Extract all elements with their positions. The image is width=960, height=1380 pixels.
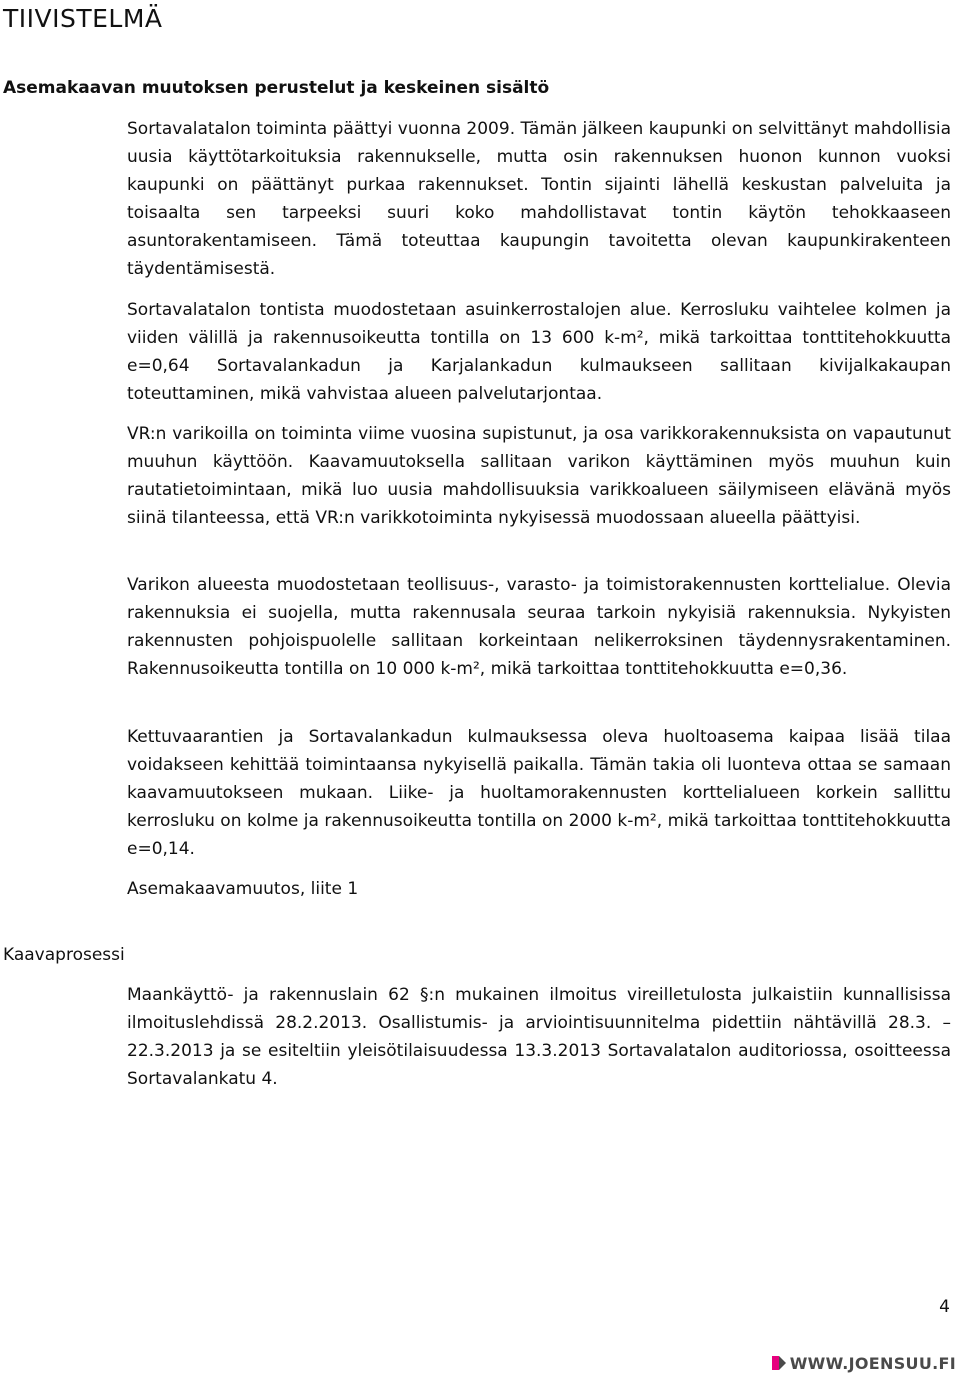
paragraph-asuinkerrostalojen-alue: Sortavalatalon tontista muodostetaan asuinkerrostalojen alue. Kerrosluku vaihtelee kolmen ja viiden välillä ja rakennusoikeutta tontilla on 13 600 k-m², mikä tarkoittaa tonttitehokkuutta e=0,64 Sortavalankadun ja Karjalankadun kulmaukseen sallitaan kivijalkakaupan toteuttaminen, mikä vahvistaa alueen palvelutarjontaa. <box>127 300 951 404</box>
page-number: 4 <box>939 1297 950 1317</box>
joensuu-logo-icon <box>772 1356 786 1370</box>
document-title: TIIVISTELMÄ <box>3 4 163 33</box>
attachment-reference: Asemakaavamuutos, liite 1 <box>127 879 359 899</box>
footer-website[interactable] <box>772 1351 956 1375</box>
side-label-kaavaprosessi: Kaavaprosessi <box>3 945 125 965</box>
section-heading: Asemakaavan muutoksen perustelut ja keskeinen sisältö <box>3 78 550 98</box>
paragraph-kaavaprosessi: Maankäyttö- ja rakennuslain 62 §:n mukainen ilmoitus vireilletulosta julkaistiin kunnallisissa ilmoituslehdissä 28.2.2013. Osallistumis- ja arviointisuunnitelma pidettiin nähtävillä 28.3. – 22.3.2013 ja se esiteltiin yleisötilaisuudessa 13.3.2013 Sortavalatalon auditoriossa, osoitteessa Sortavalankatu 4. <box>127 985 951 1089</box>
paragraph-huoltoasema: Kettuvaarantien ja Sortavalankadun kulmauksessa oleva huoltoasema kaipaa lisää tilaa voidakseen kehittää toimintaansa nykyisellä paikalla. Tämän takia oli luonteva ottaa se samaan kaavamuutokseen mukaan. Liike- ja huoltamorakennusten korttelialueen korkein sallittu kerrosluku on kolme ja rakennusoikeutta tontilla on 2000 k-m², mikä tarkoittaa tonttitehokkuutta e=0,14. <box>127 727 951 859</box>
paragraph-varikon-alue: Varikon alueesta muodostetaan teollisuus-, varasto- ja toimistorakennusten korttelialue. Olevia rakennuksia ei suojella, mutta rakennusala seuraa tarkoin nykyisiä rakennuksia. Nykyisten rakennusten pohjoispuolelle sallitaan korkeintaan nelikerroksinen täydennysrakentaminen. Rakennusoikeutta tontilla on 10 000 k-m², mikä tarkoittaa tonttitehokkuutta e=0,36. <box>127 575 951 679</box>
paragraph-vr-varikot: VR:n varikoilla on toiminta viime vuosina supistunut, ja osa varikkorakennuksista on vapautunut muuhun käyttöön. Kaavamuutoksella sallitaan varikon käyttäminen myös muuhun kuin rautatietoimintaan, mikä luo uusia mahdollisuuksia varikkoalueen säilymiseen elävänä myös siinä tilanteessa, että VR:n varikkotoiminta nykyisessä muodossaan alueella päättyisi. <box>127 424 951 528</box>
footer-url: WWW.JOENSUU.FI <box>789 1353 956 1373</box>
paragraph-sortavalatalon-toiminta: Sortavalatalon toiminta päättyi vuonna 2009. Tämän jälkeen kaupunki on selvittänyt mahdollisia uusia käyttötarkoituksia rakennukselle, mutta osin rakennuksen huonon kunnon vuoksi kaupunki on päättänyt purkaa rakennukset. Tontin sijainti lähellä keskustan palveluita ja toisaalta sen tarpeeksi suuri koko mahdollistavat tontin käytön tehokkaaseen asuntorakentamiseen. Tämä toteuttaa kaupungin tavoitetta olevan kaupunkirakenteen täydentämisestä. <box>127 119 951 279</box>
